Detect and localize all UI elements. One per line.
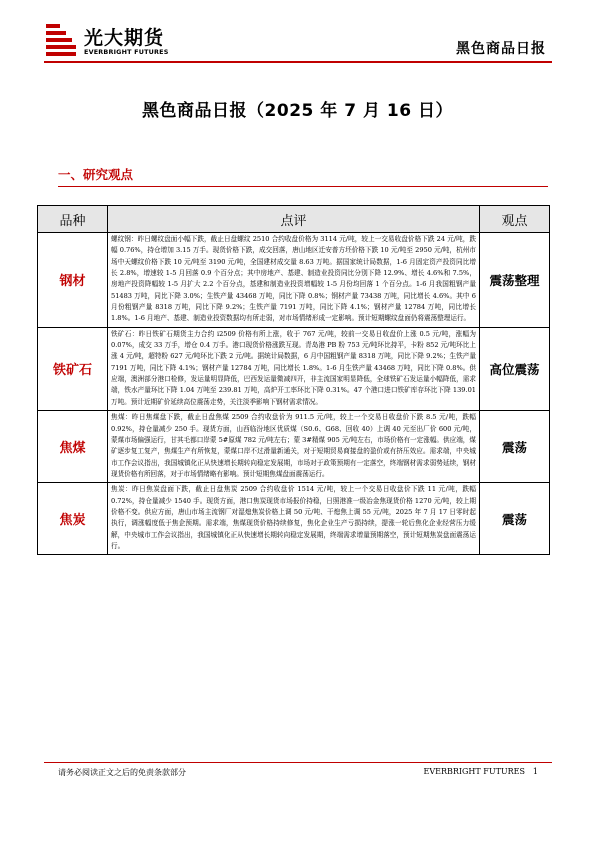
section-title: 一、研究观点 [58, 167, 134, 182]
header-title: 黑色商品日报 [456, 41, 546, 57]
table-row-iron-ore [38, 327, 550, 410]
view-cell: 震荡 [480, 483, 550, 555]
header-divider [44, 61, 552, 63]
comment-text: 焦炭：昨日焦炭盘面下跌，截止日盘焦炭 2509 合约收盘价 1514 元/吨，较上一个交易日收盘价下跌 11 元/吨，跌幅 0.72%，持仓量减少 1540 手。现货方面，港口焦炭现货市场报价持稳，日照港准一级冶金焦现货价格 1270 元/吨，较上期价格不变。供应方面，唐山市场主流钢厂对湿熄焦炭价格上调 50 元/吨、干熄焦上调 55 元/吨，2025 年 7 月 17 日零时起执行，调涨幅度低于焦企预期。需求端，焦煤现货价格持续修复，焦化企业生产亏损持续，提涨一轮后焦化企业经营压力缓解，中央城市工作会议指出，我国城镇化正从快速增长期转向稳定发展期，终端需求增量预期落空，预计短期焦炭盘面震荡运行。 [111, 485, 476, 550]
comment-cell [108, 327, 480, 410]
category-cell: 焦炭 [38, 483, 108, 555]
header-category: 品种 [38, 206, 108, 233]
category-cell: 焦煤 [38, 411, 108, 483]
research-table [37, 205, 550, 555]
footer-divider [44, 762, 552, 763]
table-row-coking-coal [38, 411, 550, 483]
category-cell: 铁矿石 [38, 327, 108, 410]
footer-disclaimer: 请务必阅读正文之后的免责条款部分 [58, 768, 186, 777]
everbright-logo [44, 22, 194, 62]
section-divider [58, 186, 548, 187]
comment-text: 螺纹钢：昨日螺纹盘面小幅下跌，截止日盘螺纹 2510 合约收盘价格为 3114 元/吨，较上一交易收盘价格下跌 24 元/吨，跌幅 0.76%，持仓增加 3.15 万手。现货价格下跌，成交回落，唐山地区迁安普方坯价格下跌 10 元/吨至 2950 元/吨，杭州市场中天螺纹价格下跌 10 元/吨至 3190 元/吨，全国建材成交量 8.63 万吨。据国家统计局数据，1-6 月固定资产投资同比增长 2.8%，增速较 1-5 月回落 0.9 个百分点；其中房地产、基建、制造业投资同比分别下降 12.9%、增长 4.6%和 7.5%，房地产投资降幅较 1-5 月扩大 2.2 个百分点，基建和制造业投资增幅较 1-5 月份均回落 1 个百分点。1-6 月我国粗钢产量 51483 万吨，同比下降 3.0%；生铁产量 43468 万吨，同比下降 0.8%；钢材产量 73438 万吨，同比增长 4.6%。其中 6 月份粗钢产量 8318 万吨，同比下降 9.2%；生铁产量 7191 万吨，同比下降 4.1%；钢材产量 12784 万吨，同比增长 1.8%。1-6 月地产、基建、制造业投资数据均有所走弱，对市场情绪形成一定影响。预计短期螺纹盘面仍将震荡整理运行。 [111, 235, 476, 323]
header-comment: 点评 [108, 206, 480, 233]
logo-en-text: EVERBRIGHT FUTURES [84, 48, 169, 56]
table-header-row [38, 206, 550, 233]
table-row-coke [38, 483, 550, 555]
page-number: 1 [532, 767, 538, 776]
header-view: 观点 [480, 206, 550, 233]
category-cell: 钢材 [38, 233, 108, 328]
everbright-logo-icon [44, 22, 78, 58]
view-cell: 高位震荡 [480, 327, 550, 410]
document-title: 黑色商品日报（2025 年 7 月 16 日） [142, 101, 453, 121]
comment-cell [108, 483, 480, 555]
footer-brand: EVERBRIGHT FUTURES [423, 767, 525, 776]
comment-cell [108, 411, 480, 483]
logo-cn-text: 光大期货 [84, 27, 165, 49]
page-header [0, 0, 595, 66]
comment-text: 焦煤：昨日焦煤盘下跌，截止日盘焦煤 2509 合约收盘价为 911.5 元/吨，较上一个交易日收盘价下跌 8.5 元/吨，跌幅 0.92%，持仓量减少 250 手。现货方面，山西临汾地区优质煤（S0.6、G68、回收 40）上调 40 元至出厂价 600 元/吨，蒙煤市场偏强运行，甘其毛都口岸蒙 5#原煤 782 元/吨左右；蒙 3#精煤 905 元/吨左右，市场价格有一定涨幅。供应端，煤矿逐步复工复产，焦煤生产有所恢复，蒙煤口岸不过滑量新通关，对于短期贸易商接盘的盈价或有挤压效应。需求端，中央城市工作会议指出，我国城镇化正从快速增长期转向稳定发展期，市场对于政策预期有一定落空，终端钢材需求弱势延续，钢材现货价格有所回落，对于市场情绪略有影响。预计短期焦煤盘面震荡运行。 [111, 413, 476, 478]
table-row-steel [38, 233, 550, 328]
comment-cell [108, 233, 480, 328]
view-cell: 震荡整理 [480, 233, 550, 328]
comment-text: 铁矿石：昨日铁矿石期货主力合约 i2509 价格有所上涨，收于 767 元/吨，较前一交易日收盘价上涨 0.5 元/吨，涨幅为 0.07%，成交 33 万手，增仓 0.4 万手。港口现货价格涨跌互现。青岛港 PB 粉 753 元/吨环比持平，卡粉 852 元/吨环比上涨 4 元/吨，超特粉 627 元/吨环比下跌 2 元/吨。据统计局数据，6 月中国粗钢产量 8318 万吨，同比下降 9.2%；生铁产量 7191 万吨，同比下降 4.1%；钢材产量 12784 万吨，同比增长 1.8%。1-6 月生铁产量 43468 万吨，同比下降 0.8%。供应端，澳洲部分港口检修，发运量明显降低，巴西发运量微减四开，非主流国家明显降低，全球铁矿石发运量小幅降低，需求端，铁水产量环比下降 1.04 万吨至 239.81 万吨，高炉开工率环比下降 0.31%。47 个港口进口铁矿库存环比下降 139.01 万吨。预计近期矿价延续高位震荡走势，关注淡季影响下钢材需求情况。 [111, 329, 476, 406]
view-cell: 震荡 [480, 411, 550, 483]
